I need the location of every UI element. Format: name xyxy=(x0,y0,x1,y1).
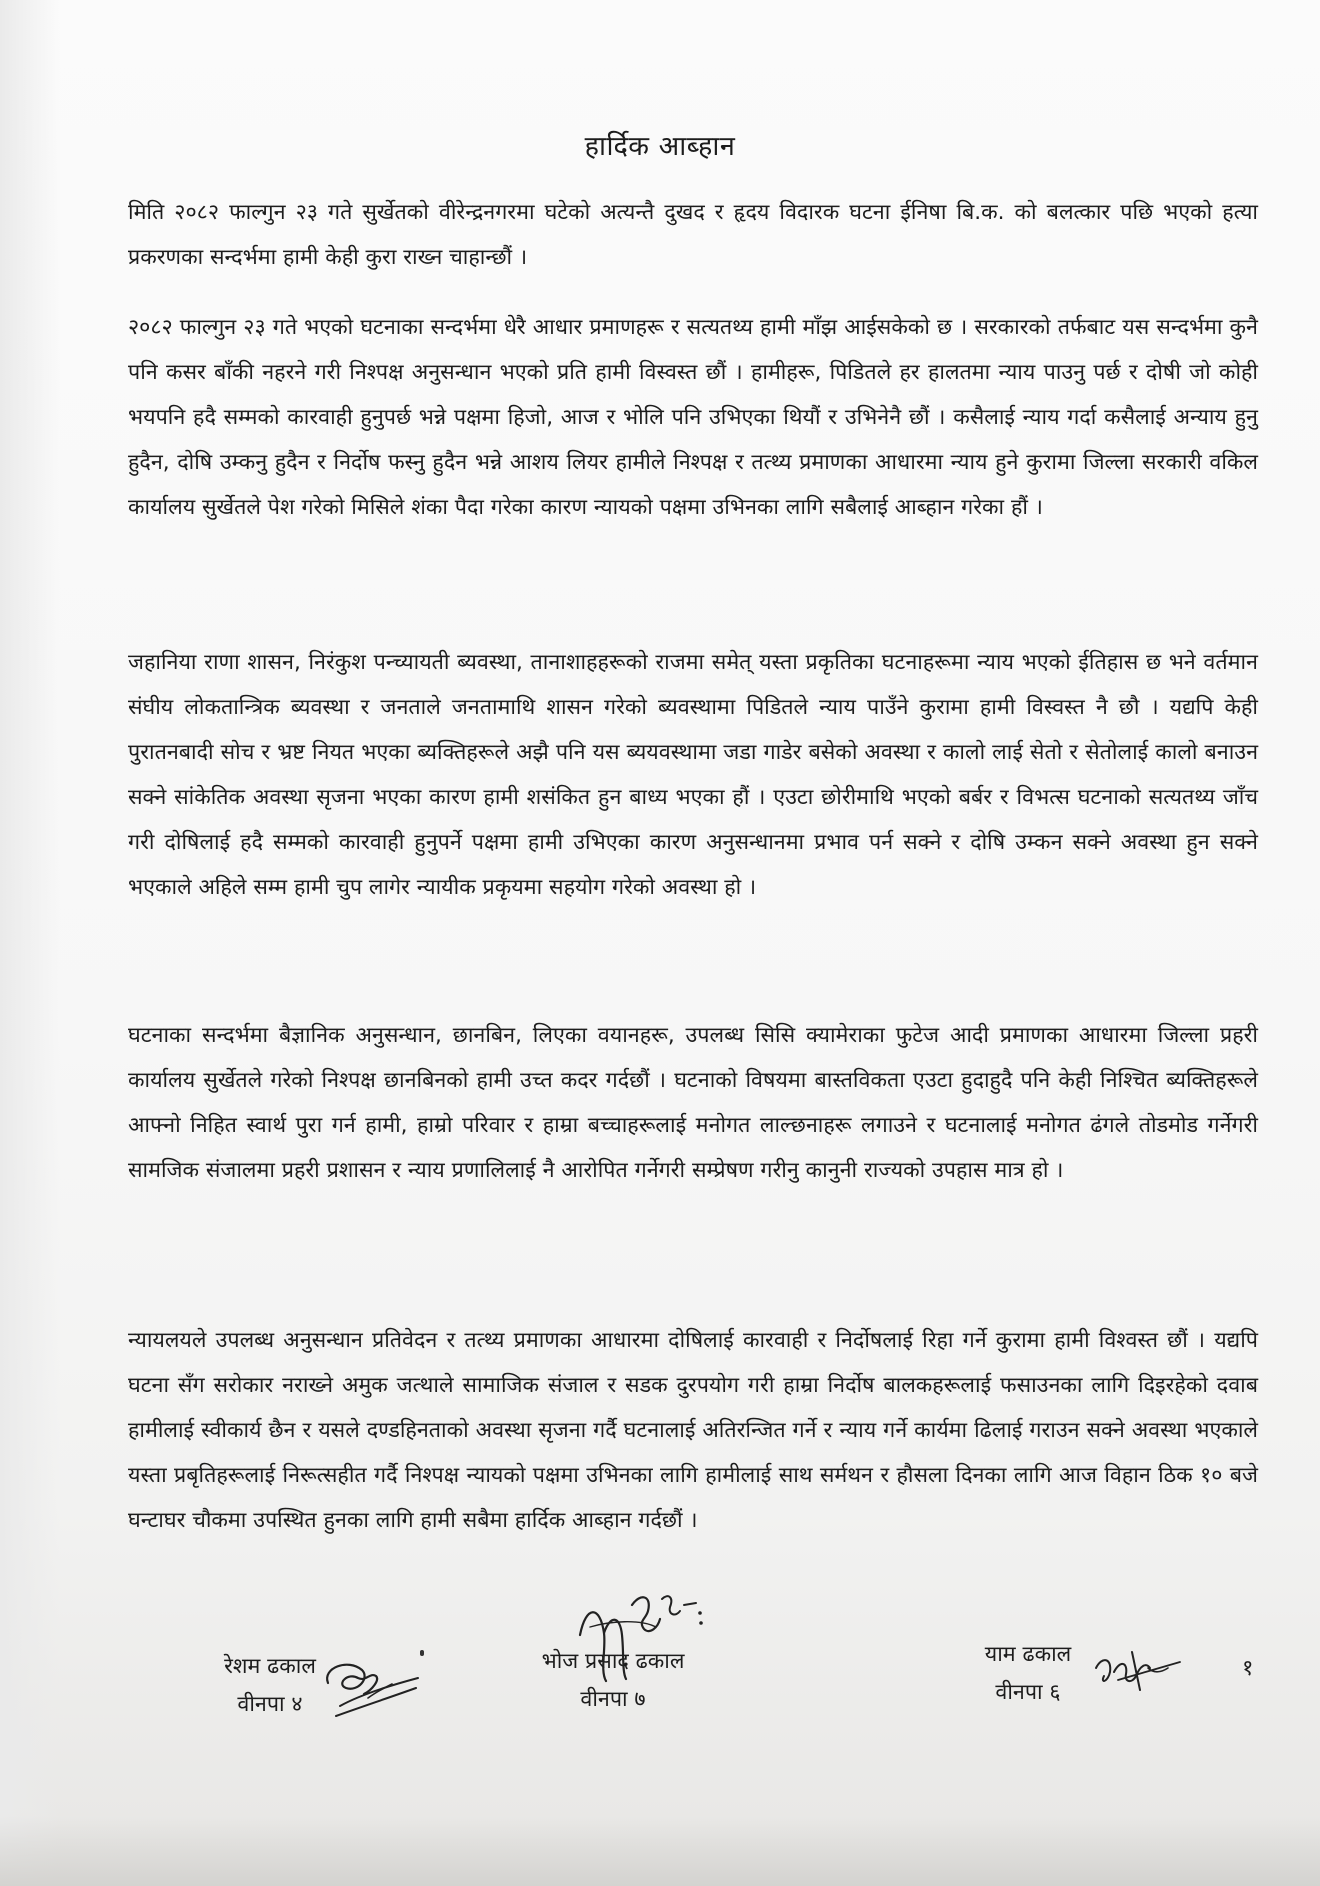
document-title: हार्दिक आब्हान xyxy=(584,131,736,162)
paragraph-3: जहानिया राणा शासन, निरंकुश पन्च्यायती ब्यवस्था, तानाशाहहरूको राजमा समेत् यस्ता प्रकृतिका घटनाहरूमा न्याय भएको ईतिहास छ भने वर्तमान संघीय लोकतान्त्रिक ब्यवस्था र जनताले जनतामाथि शासन गरेको ब्यवस्थामा पिडितले न्याय पाउँने कुरामा हामी विस्वस्त नै छौ । यद्यपि केही पुरातनबादी सोच र भ्रष्ट नियत भएका ब्यक्तिहरूले अझै पनि यस ब्ययवस्थामा जडा गाडेर बसेको अवस्था र कालो लाई सेतो र सेतोलाई कालो बनाउन सक्ने सांकेतिक अवस्था सृजना भएका कारण हामी शसंकित हुन बाध्य भएका हौं । एउटा छोरीमाथि भएको बर्बर र विभत्स घटनाको सत्यतथ्य जाँच गरी दोषिलाई हदै सम्मको कारवाही हुनुपर्ने पक्षमा हामी उभिएका कारण अनुसन्धानमा प्रभाव पर्न सक्ने र दोषि उम्कन सक्ने अवस्था हुन सक्ने भएकाले अहिले सम्म हामी चुप लागेर न्यायीक प्रकृयमा सहयोग गरेको अवस्था हो । xyxy=(128,650,1258,900)
page-edge-shading xyxy=(0,0,60,1886)
paragraph-5: न्यायलयले उपलब्ध अनुसन्धान प्रतिवेदन र तत्थ्य प्रमाणका आधारमा दोषिलाई कारवाही र निर्दोषलाई रिहा गर्ने कुरामा हामी विश्वस्त छौं । यद्यपि घटना सँग सरोकार नराख्ने अमुक जत्थाले सामाजिक संजाल र सडक दुरपयोग गरी हाम्रा निर्दोष बालकहरूलाई फसाउनका लागि दिइरहेको दवाब हामीलाई स्वीकार्य छैन र यसले दण्डहिनताको अवस्था सृजना गर्दै घटनालाई अतिरन्जित गर्ने र न्याय गर्ने कार्यमा ढिलाई गराउन सक्ने अवस्था भएकाले यस्ता प्रबृतिहरूलाई निरूत्सहीत गर्दै निश्पक्ष न्यायको पक्षमा उभिनका लागि हामीलाई साथ सर्मथन र हौसला दिनका लागि आज विहान ठिक १० बजे घन्टाघर चौकमा उपस्थित हुनका लागि हामी सबैमा हार्दिक आब्हान गर्दछौं । xyxy=(128,1328,1258,1533)
paragraph-1: मिति २०८२ फाल्गुन २३ गते सुर्खेतको वीरेन्द्रनगरमा घटेको अत्यन्तै दुखद र हृदय विदारक घटना ईनिषा बि.क. को बलत्कार पछि भएको हत्या प्रकरणका सन्दर्भमा हामी केही कुरा राख्न चाहान्छौं । xyxy=(128,200,1258,270)
page-number: १ xyxy=(1242,1656,1254,1681)
signatory-ward: वीनपा ७ xyxy=(580,1687,646,1712)
signatory-name: रेशम ढकाल xyxy=(224,1654,316,1679)
page-bottom-shading xyxy=(0,1816,1320,1886)
signatory-name: भोज प्रसाद ढकाल xyxy=(541,1649,685,1674)
signature-2-icon xyxy=(560,1575,730,1705)
signatory-3 xyxy=(948,1636,1108,1712)
signatory-name: याम ढकाल xyxy=(984,1642,1072,1667)
signatory-ward: वीनपा ६ xyxy=(995,1680,1061,1705)
signatory-ward: वीनपा ४ xyxy=(237,1692,303,1717)
signature-1-icon xyxy=(318,1648,428,1728)
signature-3-icon xyxy=(1088,1638,1188,1708)
paragraph-4: घटनाका सन्दर्भमा बैज्ञानिक अनुसन्धान, छानबिन, लिएका वयानहरू, उपलब्ध सिसि क्यामेराका फुटेज आदी प्रमाणका आधारमा जिल्ला प्रहरी कार्यालय सुर्खेतले गरेको निश्पक्ष छानबिनको हामी उच्त कदर गर्दछौं । घटनाको विषयमा बास्तविकता एउटा हुदाहुदै पनि केही निश्चित ब्यक्तिहरूले आफ्नो निहित स्वार्थ पुरा गर्न हामी, हाम्रो परिवार र हाम्रा बच्चाहरूलाई मनोगत लाल्छनाहरू लगाउने र घटनालाई मनोगत ढंगले तोडमोड गर्नेगरी सामजिक संजालमा प्रहरी प्रशासन र न्याय प्रणालिलाई नै आरोपित गर्नेगरी सम्प्रेषण गरीनु कानुनी राज्यको उपहास मात्र हो । xyxy=(128,1023,1258,1183)
ink-dot xyxy=(420,1650,424,1656)
paragraph-2: २०८२ फाल्गुन २३ गते भएको घटनाका सन्दर्भमा धेरै आधार प्रमाणहरू र सत्यतथ्य हामी माँझ आईसकेको छ । सरकारको तर्फबाट यस सन्दर्भमा कुनै पनि कसर बाँकी नहरने गरी निश्पक्ष अनुसन्धान भएको प्रति हामी विस्वस्त छौं । हामीहरू, पिडितले हर हालतमा न्याय पाउनु पर्छ र दोषी जो कोही भयपनि हदै सम्मको कारवाही हुनुपर्छ भन्ने पक्षमा हिजो, आज र भोलि पनि उभिएका थियौं र उभिनेनै छौं । कसैलाई न्याय गर्दा कसैलाई अन्याय हुनु हुदैन, दोषि उम्कनु हुदैन र निर्दोष फस्नु हुदैन भन्ने आशय लियर हामीले निश्पक्ष र तत्थ्य प्रमाणका आधारमा न्याय हुने कुरामा जिल्ला सरकारी वकिल कार्यालय सुर्खेतले पेश गरेको मिसिले शंका पैदा गरेका कारण न्यायको पक्षमा उभिनका लागि सबैलाई आब्हान गरेका हौं । xyxy=(128,315,1258,520)
